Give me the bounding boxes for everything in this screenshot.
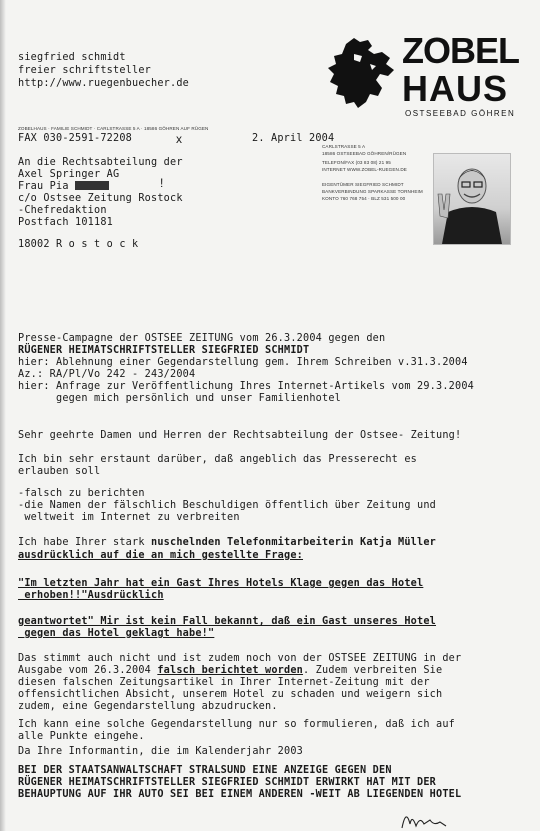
sender-url: http://www.ruegenbuecher.de <box>18 78 190 89</box>
paragraph1-line1: Ich bin sehr erstaunt darüber, daß angeblich das Presserecht es <box>18 454 418 465</box>
recipient-line5: -Chefredaktion <box>18 205 107 216</box>
recipient-line1: An die Rechtsabteilung der <box>18 157 183 168</box>
letter-date: 2. April 2004 <box>252 133 335 144</box>
bullet-1: -falsch zu berichten <box>18 488 145 499</box>
return-address: ZOBELHAUS · FAMILIE SCHMIDT · CARLSTRASSE 5 A · 18586 GÖHREN AUF RÜGEN <box>18 126 209 131</box>
contact-owner: EIGENTÜMER SIEGFRIED SCHMIDT <box>322 182 404 187</box>
paragraph2-prefix: Ich habe Ihrer stark <box>18 537 152 548</box>
recipient-line6: Postfach 101181 <box>18 217 114 228</box>
paragraph5: Da Ihre Informantin, die im Kalenderjahr 2003 <box>18 746 304 757</box>
quote1-line2: erhoben!!"Ausdrücklich <box>18 590 164 601</box>
paragraph3-part-c: . Zudem verbreiten Sie <box>303 665 443 676</box>
fax-handwritten-mark: x <box>176 132 182 146</box>
paragraph2-line1 <box>18 537 436 550</box>
scan-edge-shadow <box>0 0 6 831</box>
paragraph3-line3: diesen falschen Zeitungsartikel in Ihrer Internet-Zeitung mit der <box>18 677 430 688</box>
recipient-salutation: Frau Pia <box>18 181 69 192</box>
subject-line5: hier: Anfrage zur Veröffentlichung Ihres Internet-Artikels vom 29.3.2004 <box>18 381 475 392</box>
paragraph3-line4: offensichtlichen Absicht, unserem Hotel zu schaden und weigern sich <box>18 689 443 700</box>
handwritten-signature-icon <box>400 806 470 830</box>
subject-line2: RÜGENER HEIMATSCHRIFTSTELLER SIEGFRIED SCHMIDT <box>18 345 310 356</box>
paragraph6-line1: BEI DER STAATSANWALTSCHAFT STRALSUND EINE ANZEIGE GEGEN DEN <box>18 765 392 776</box>
contact-phone: TELEFON/FAX (03 83 08) 21 95 <box>322 160 391 165</box>
contact-bank: BANKVERBINDUNG SPARKASSE TORNHEIM <box>322 189 423 194</box>
salutation: Sehr geehrte Damen und Herren der Rechtsabteilung der Ostsee- Zeitung! <box>18 430 462 441</box>
subject-line1: Presse-Campagne der OSTSEE ZEITUNG vom 26.3.2004 gegen den <box>18 333 386 344</box>
contact-city: 18586 OSTSEEBAD GÖHREN/RÜGEN <box>322 151 407 156</box>
bullet-2-line1: -die Namen der fälschlich Beschuldigen öffentlich über Zeitung und <box>18 500 437 511</box>
subject-line3: hier: Ablehnung einer Gegendarstellung gem. Ihrem Schreiben v.31.3.2004 <box>18 357 468 368</box>
contact-account: KONTO 760 768 754 · BLZ 531 500 00 <box>322 196 406 201</box>
redacted-name <box>75 181 109 190</box>
quote2-line2: gegen das Hotel geklagt habe!" <box>18 628 215 639</box>
person-portrait-icon <box>434 154 510 244</box>
paragraph3-part-b: falsch berichtet worden <box>157 665 304 676</box>
subject-line4: Az.: RA/Pl/Vo 242 - 243/2004 <box>18 369 196 380</box>
logo-zobel: ZOBEL <box>402 30 519 71</box>
paragraph3-part-a: Ausgabe vom 26.3.2004 <box>18 665 158 676</box>
fax-number: FAX 030-2591-72208 <box>18 133 133 144</box>
paragraph3-line2 <box>18 665 442 678</box>
paragraph1-line2: erlauben soll <box>18 466 101 477</box>
quote2-line1: geantwortet" Mir ist kein Fall bekannt, daß ein Gast unseres Hotel <box>18 616 437 627</box>
recipient-line4: c/o Ostsee Zeitung Rostock <box>18 193 183 204</box>
logo-subline: OSTSEEBAD GÖHREN <box>405 109 516 118</box>
sender-name: siegfried schmidt <box>18 52 126 63</box>
recipient-line3 <box>18 181 109 194</box>
paragraph6-line2: RÜGENER HEIMATSCHRIFTSTELLER SIEGFRIED SCHMIDT ERWIRKT HAT MIT DER <box>18 777 437 788</box>
ruegen-island-logo-icon <box>324 34 400 116</box>
subject-line6: gegen mich persönlich und unser Familienhotel <box>18 393 342 404</box>
paragraph4-line1: Ich kann eine solche Gegendarstellung nur so formulieren, daß ich auf <box>18 719 456 730</box>
contact-street: CARLSTRASSE 5 A <box>322 144 366 149</box>
author-photo <box>433 153 511 245</box>
paragraph3-line5: zudem, eine Gegendarstellung abzudrucken. <box>18 701 278 712</box>
recipient-city: 18002 R o s t o c k <box>18 239 139 250</box>
paragraph4-line2: alle Punkte eingehe. <box>18 731 145 742</box>
quote1-line1: "Im letzten Jahr hat ein Gast Ihres Hotels Klage gegen das Hotel <box>18 578 424 589</box>
paragraph2-line2: ausdrücklich auf die an mich gestellte Frage: <box>18 550 304 561</box>
handwritten-exclamation: ! <box>160 176 164 190</box>
contact-web: INTERNET WWW.ZOBEL-RUEGEN.DE <box>322 167 407 172</box>
logo-haus: HAUS <box>402 68 509 109</box>
sender-title: freier schriftsteller <box>18 65 152 76</box>
paragraph3-line1: Das stimmt auch nicht und ist zudem noch von der OSTSEE ZEITUNG in der <box>18 653 462 664</box>
bullet-2-line2: weltweit im Internet zu verbreiten <box>18 512 240 523</box>
paragraph2-bold: nuschelnden Telefonmitarbeiterin Katja Müller <box>151 537 437 548</box>
recipient-line2: Axel Springer AG <box>18 169 120 180</box>
paragraph6-line3: BEHAUPTUNG AUF IHR AUTO SEI BEI EINEM ANDEREN -WEIT AB LIEGENDEN HOTEL <box>18 789 462 800</box>
